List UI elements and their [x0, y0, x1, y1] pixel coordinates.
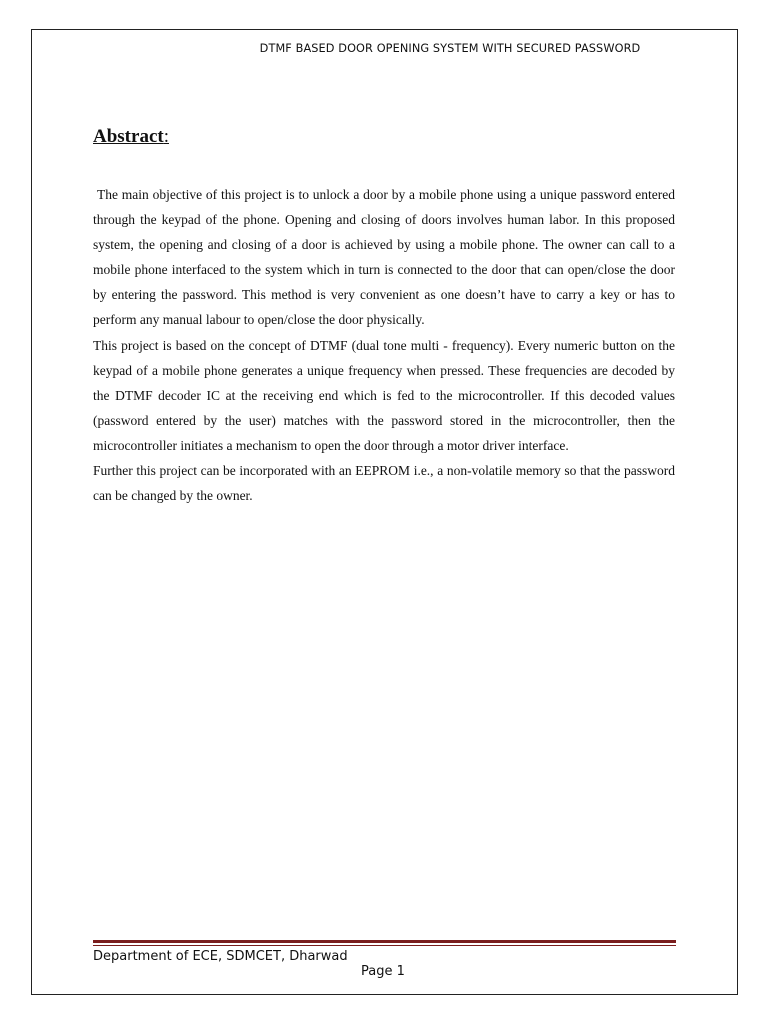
section-heading-text: Abstract	[93, 126, 164, 147]
abstract-paragraph-2: This project is based on the concept of DTMF (dual tone multi - frequency). Every numeric button on the keypad of a mobile phone generates a unique frequency when pressed. These frequencies are decoded by the DTMF decoder IC at the receiving end which is fed to the microcontroller. If this decoded values (password entered by the user) matches with the password stored in the microcontroller, then the microcontroller initiates a mechanism to open the door through a motor driver interface.	[93, 337, 675, 453]
footer-department: Department of ECE, SDMCET, Dharwad	[93, 949, 348, 964]
footer-page-number: Page 1	[361, 964, 405, 979]
abstract-paragraph-1: The main objective of this project is to unlock a door by a mobile phone using a unique password entered through the keypad of the phone. Opening and closing of doors involves human labor. In this proposed system, the opening and closing of a door is achieved by using a mobile phone. The owner can call to a mobile phone interfaced to the system which in turn is connected to the door that can open/close the door by entering the password. This method is very convenient as one doesn’t have to carry a key or has to perform any manual labour to open/close the door physically.	[93, 187, 675, 328]
abstract-paragraph-3: Further this project can be incorporated with an EEPROM i.e., a non-volatile memory so that the password can be changed by the owner.	[93, 463, 675, 504]
page-border	[31, 29, 738, 995]
running-header: DTMF BASED DOOR OPENING SYSTEM WITH SECURED PASSWORD	[259, 42, 641, 55]
section-heading-colon: :	[163, 126, 169, 147]
abstract-body	[93, 182, 675, 508]
section-heading	[93, 126, 169, 148]
footer-rule-thick	[93, 940, 676, 943]
footer-rule-thin	[93, 945, 676, 946]
